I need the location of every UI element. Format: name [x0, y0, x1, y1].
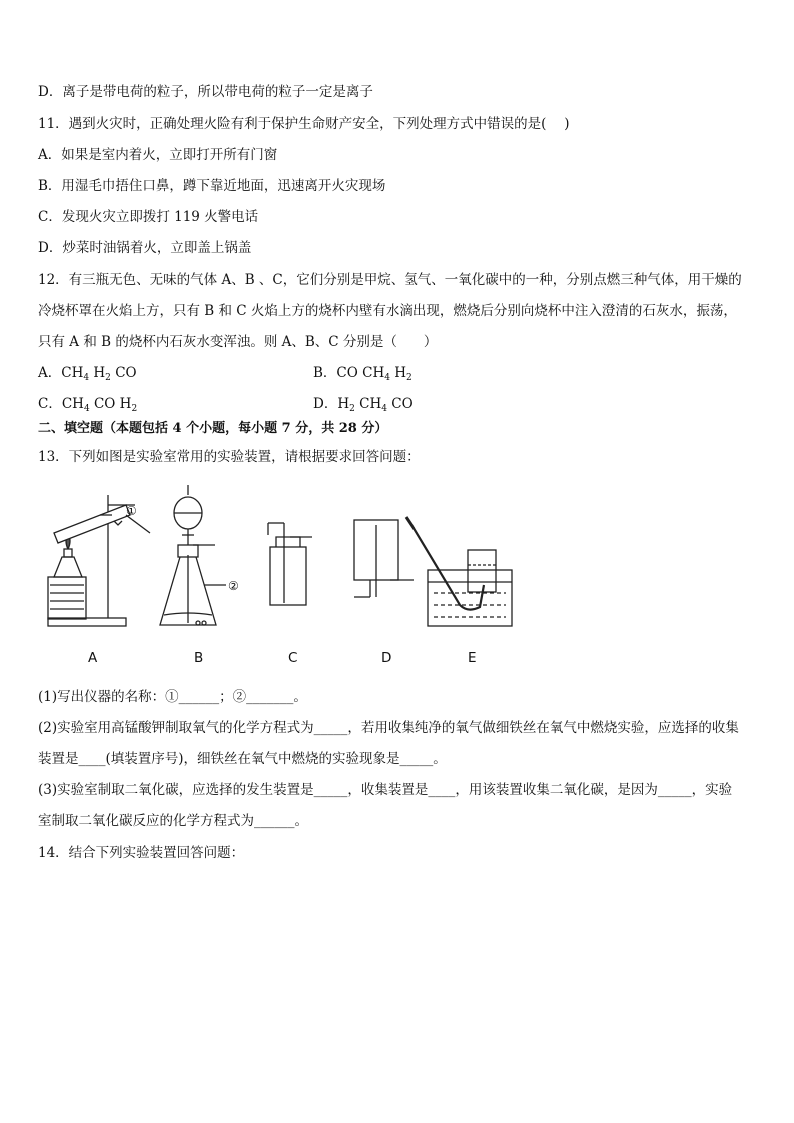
- figure-label-a: A: [88, 650, 98, 666]
- q11-option-c: C．发现火灾立即拨打 119 火警电话: [38, 209, 259, 225]
- figure-label-e: E: [468, 650, 477, 666]
- q12-option-a: A．$CH_4$ $H_2$ CO: [38, 365, 137, 383]
- q11-option-b: B．用湿毛巾捂住口鼻，蹲下靠近地面，迅速离开火灾现场: [38, 178, 386, 194]
- q13-stem: 13．下列如图是实验室常用的实验装置，请根据要求回答问题：: [38, 449, 420, 465]
- section-2-heading: 二、填空题（本题包括 4 个小题，每小题 7 分，共 28 分）: [38, 421, 388, 436]
- q13-sub-3-line-2: 室制取二氧化碳反应的化学方程式为______。: [38, 813, 308, 829]
- apparatus-e: [406, 517, 512, 626]
- marker-1-a: ①: [126, 504, 137, 518]
- q13-sub-1: (1)写出仪器的名称：①______；②_______。: [38, 689, 307, 705]
- q13-sub-3-line-1: (3)实验室制取二氧化碳，应选择的发生装置是_____，收集装置是____，用该装置收集二氧化碳，是因为_____，实验: [38, 782, 733, 798]
- apparatus-b: [160, 485, 226, 625]
- q12-stem-line-3: 只有 A 和 B 的烧杯内石灰水变浑浊。则 A、B、C 分别是（ ）: [38, 334, 438, 350]
- figure-label-d: D: [381, 650, 392, 666]
- q10-option-d: D．离子是带电荷的粒子，所以带电荷的粒子一定是离子: [38, 84, 373, 100]
- apparatus-d: [354, 520, 414, 597]
- q12-option-b: B．CO $CH_4$ $H_2$: [313, 365, 412, 383]
- apparatus-c: [268, 523, 312, 605]
- q12-stem-line-1: 12．有三瓶无色、无味的气体 A、B 、C，它们分别是甲烷、氢气、一氧化碳中的一种，分别点燃三种气体，用干燥的: [38, 272, 742, 288]
- q13-sub-2-line-2: 装置是____(填装置序号)，细铁丝在氧气中燃烧的实验现象是_____。: [38, 751, 447, 767]
- lab-apparatus-figure: [40, 485, 560, 645]
- q12-option-d: D．$H_2$ $CH_4$ CO: [313, 396, 413, 414]
- marker-2: ②: [228, 579, 239, 593]
- figure-label-c: C: [288, 650, 298, 666]
- q14-stem: 14．结合下列实验装置回答问题：: [38, 845, 245, 861]
- q11-option-d: D．炒菜时油锅着火，立即盖上锅盖: [38, 240, 252, 256]
- figure-label-b: B: [194, 650, 204, 666]
- q13-sub-2-line-1: (2)实验室用高锰酸钾制取氧气的化学方程式为_____，若用收集纯净的氧气做细铁丝在氧气中燃烧实验，应选择的收集: [38, 720, 739, 736]
- q11-stem: 11．遇到火灾时，正确处理火险有利于保护生命财产安全，下列处理方式中错误的是( ): [38, 116, 570, 132]
- q12-stem-line-2: 冷烧杯罩在火焰上方，只有 B 和 C 火焰上方的烧杯内壁有水滴出现，燃烧后分别向烧杯中注入澄清的石灰水，振荡，: [38, 303, 737, 319]
- q12-option-c: C．$CH_4$ CO $H_2$: [38, 396, 138, 414]
- q11-option-a: A．如果是室内着火，立即打开所有门窗: [38, 147, 278, 163]
